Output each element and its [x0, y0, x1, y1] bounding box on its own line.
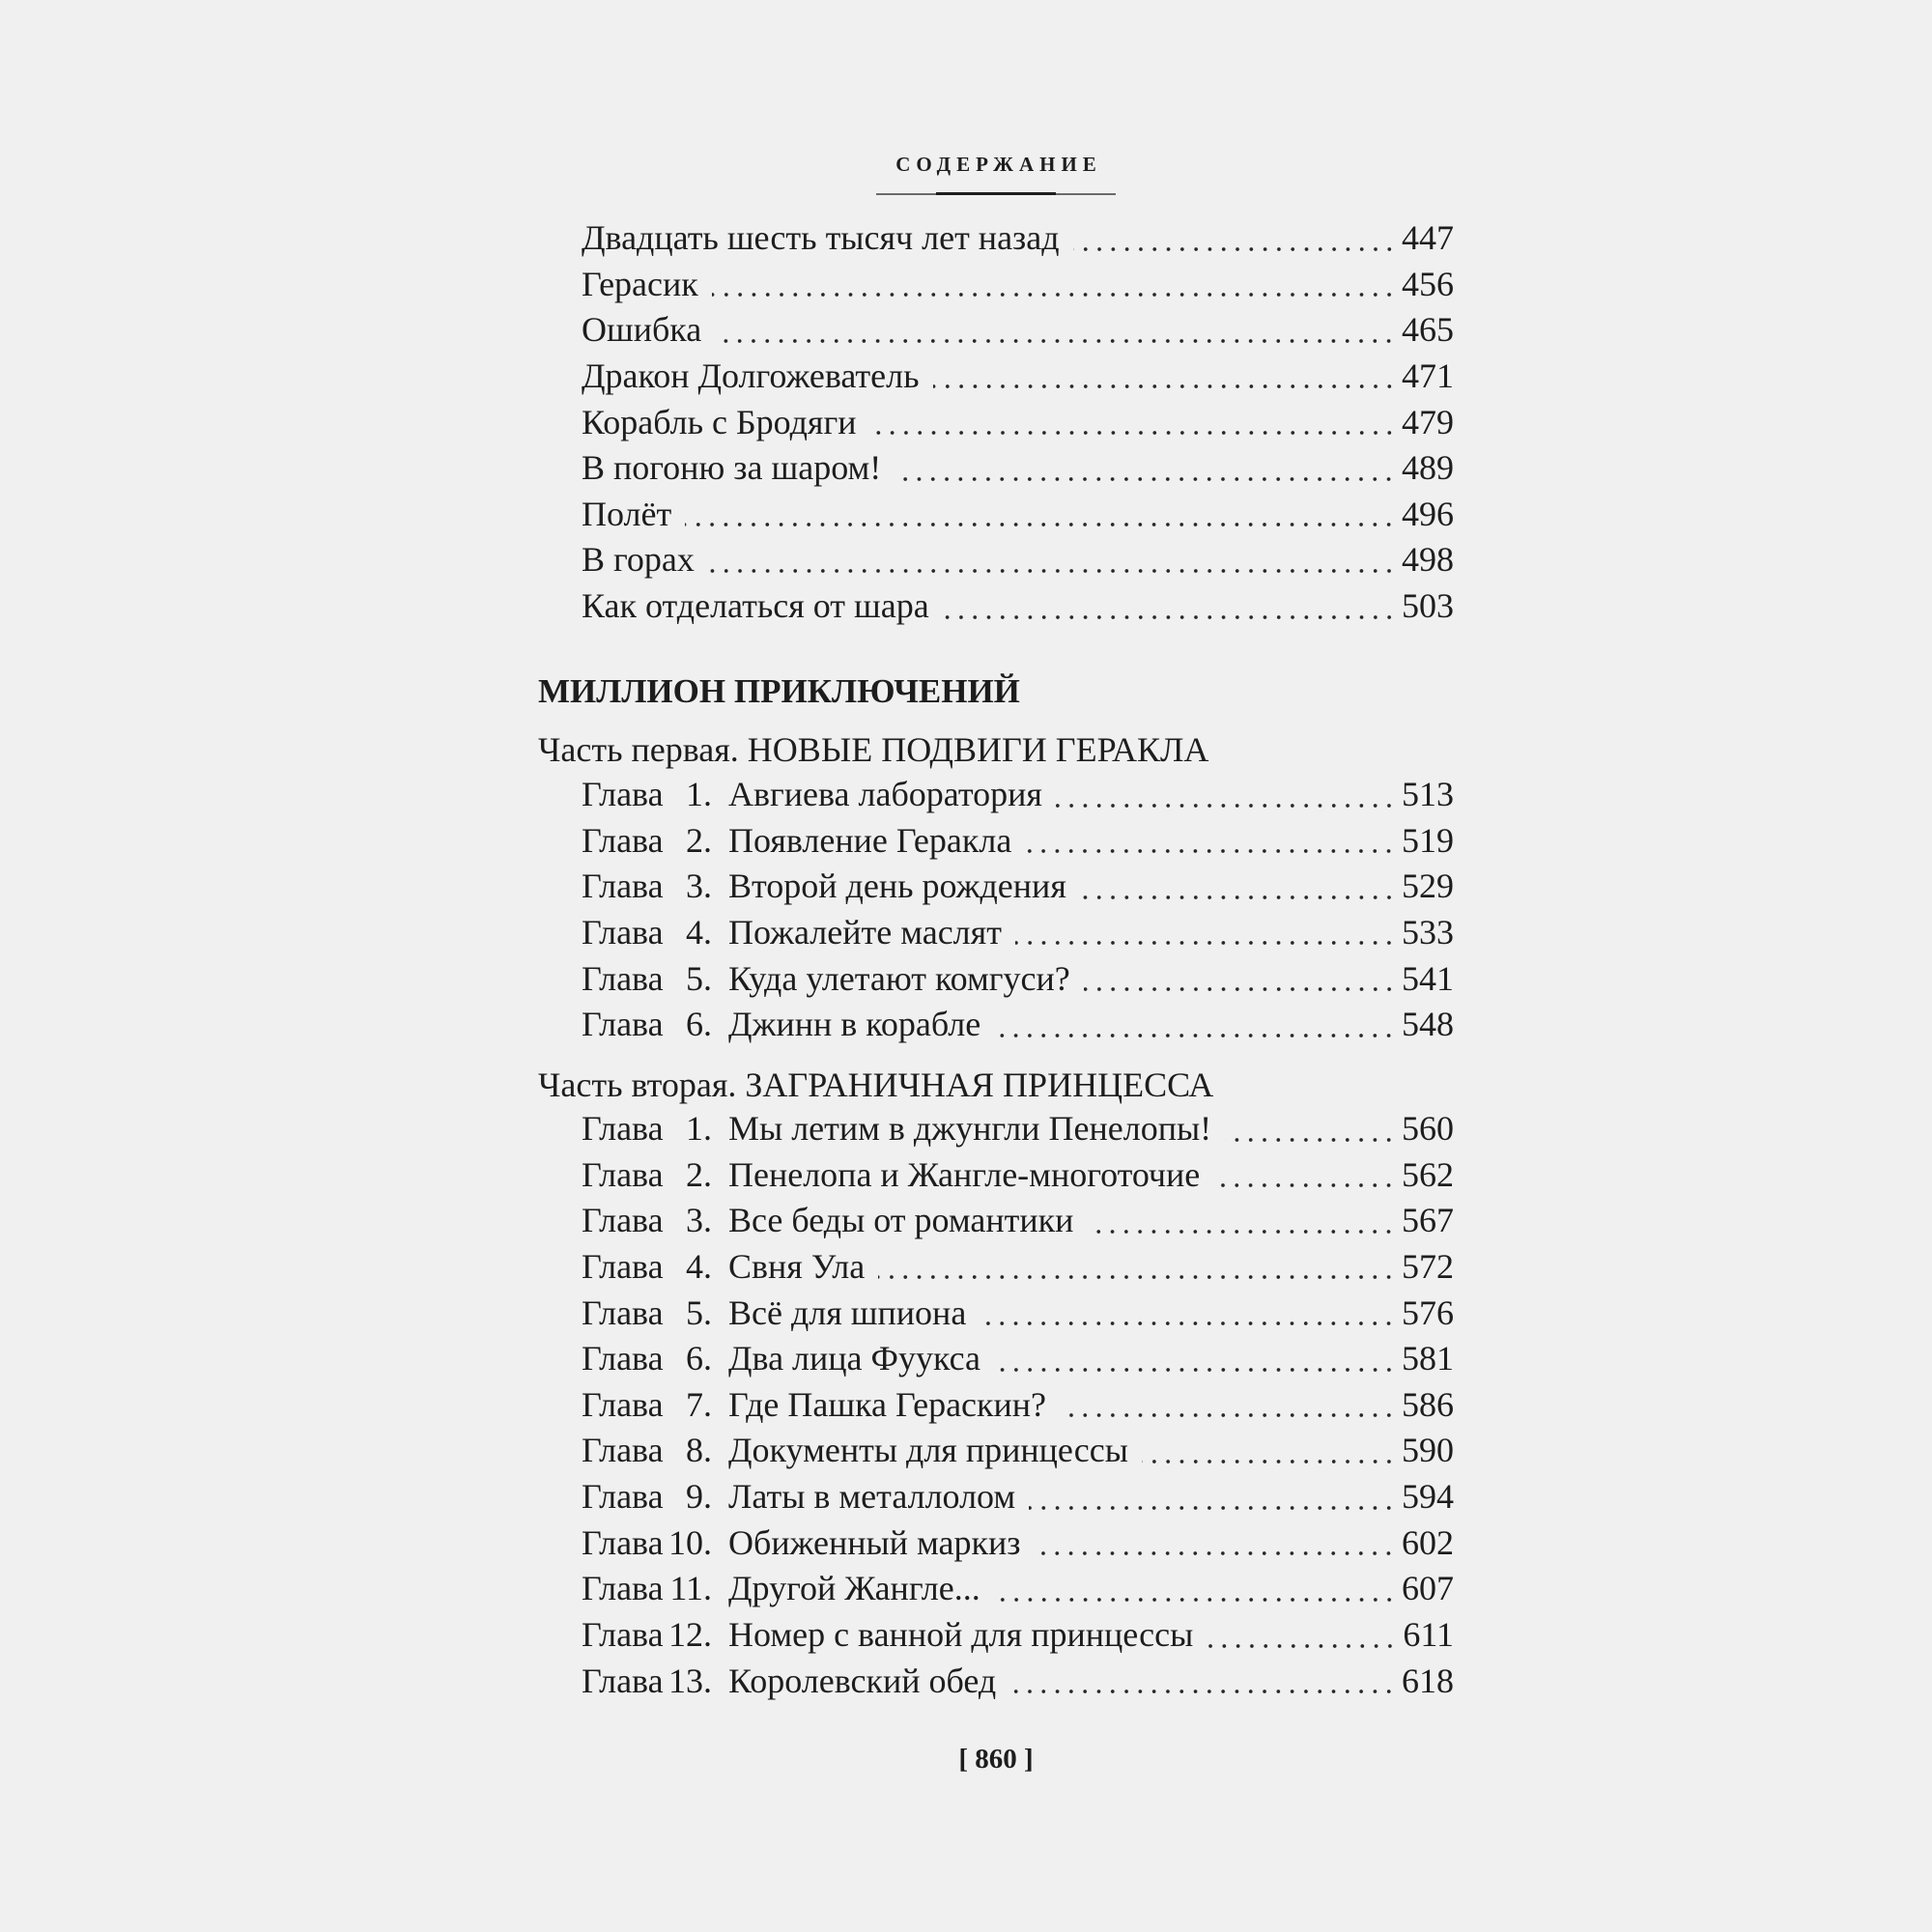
chapter-prefix: Глава — [582, 1477, 664, 1517]
chapter-prefix: Глава — [582, 1109, 664, 1148]
page-number: 560 — [1402, 1109, 1454, 1148]
chapter-title: Документы для принцессы — [728, 1431, 1128, 1470]
chapter-row — [582, 1520, 1454, 1567]
chapter-prefix: Глава — [582, 1569, 664, 1608]
dot-leader — [1087, 1198, 1396, 1244]
chapter-number: 13. — [668, 1661, 712, 1700]
chapter-number: 1. — [686, 775, 712, 813]
toc-entry — [582, 354, 1454, 400]
dot-leader — [1207, 1612, 1397, 1659]
chapter-title: Свня Ула — [728, 1246, 866, 1286]
dot-leader — [715, 307, 1396, 354]
chapter-prefix: Глава — [582, 912, 664, 952]
chapter-title: Все беды от романтики — [728, 1201, 1074, 1240]
chapter-prefix: Глава — [582, 1384, 664, 1424]
chapter-list — [582, 772, 1454, 1048]
chapter-title: Появление Геракла — [728, 820, 1012, 860]
chapter-number: 2. — [686, 820, 712, 860]
dot-leader — [1080, 864, 1396, 910]
dot-leader — [933, 354, 1396, 400]
chapter-title: Второй день рождения — [728, 867, 1066, 906]
chapter-number: 2. — [686, 1154, 712, 1194]
chapter-label — [582, 1612, 728, 1659]
chapter-number: 4. — [686, 912, 712, 952]
part-heading: Часть вторая. ЗАГРАНИЧНАЯ ПРИНЦЕССА — [538, 1065, 1214, 1104]
toc-entry — [582, 537, 1454, 583]
chapter-label — [582, 1566, 728, 1612]
page-number: 541 — [1402, 958, 1454, 998]
page-number: 567 — [1402, 1201, 1454, 1240]
dot-leader — [685, 492, 1396, 538]
dot-leader — [1213, 1152, 1396, 1199]
chapter-number: 1. — [686, 1109, 712, 1148]
chapter-prefix: Глава — [582, 1661, 664, 1700]
dot-leader — [1056, 772, 1396, 818]
chapter-row — [582, 1002, 1454, 1048]
page-number: 489 — [1402, 448, 1454, 488]
dot-leader — [1084, 956, 1396, 1003]
page-number: 447 — [1402, 218, 1454, 257]
chapter-row — [582, 1566, 1454, 1612]
running-head: СОДЕРЖАНИЕ — [895, 153, 1102, 176]
dot-leader — [994, 1566, 1396, 1612]
chapter-number: 3. — [686, 867, 712, 906]
book-title: МИЛЛИОН ПРИКЛЮЧЕНИЙ — [538, 672, 1020, 710]
page-number: 533 — [1402, 912, 1454, 952]
page-number: 576 — [1402, 1293, 1454, 1332]
entry-title: Герасик — [582, 264, 698, 303]
chapter-label — [582, 864, 728, 910]
chapter-number: 6. — [686, 1339, 712, 1378]
entry-title: В погоню за шаром! — [582, 448, 882, 488]
page-number: 594 — [1402, 1477, 1454, 1517]
chapter-row — [582, 1474, 1454, 1520]
dot-leader — [994, 1336, 1396, 1382]
dot-leader — [1015, 910, 1396, 956]
chapter-prefix: Глава — [582, 1293, 664, 1332]
chapter-row — [582, 1336, 1454, 1382]
page-number: 572 — [1402, 1246, 1454, 1286]
chapter-prefix: Глава — [582, 958, 664, 998]
page-number: 602 — [1402, 1522, 1454, 1562]
chapter-number: 10. — [668, 1522, 712, 1562]
chapter-number: 7. — [686, 1384, 712, 1424]
toc-entry — [582, 400, 1454, 446]
chapter-title: Номер с ванной для принцессы — [728, 1615, 1194, 1655]
dot-leader — [1060, 1382, 1396, 1429]
chapter-number: 5. — [686, 1293, 712, 1332]
page-number: 562 — [1402, 1154, 1454, 1194]
page-number: 618 — [1402, 1661, 1454, 1700]
chapter-label — [582, 818, 728, 865]
page-number: 581 — [1402, 1339, 1454, 1378]
chapter-number: 9. — [686, 1477, 712, 1517]
toc-entry — [582, 583, 1454, 630]
chapter-row — [582, 772, 1454, 818]
part-heading: Часть первая. НОВЫЕ ПОДВИГИ ГЕРАКЛА — [538, 730, 1209, 769]
chapter-label — [582, 956, 728, 1003]
page-number: 496 — [1402, 494, 1454, 533]
chapter-label — [582, 1382, 728, 1429]
chapter-number: 6. — [686, 1005, 712, 1044]
chapter-prefix: Глава — [582, 867, 664, 906]
chapter-row — [582, 1659, 1454, 1705]
chapter-prefix: Глава — [582, 1339, 664, 1378]
chapter-row — [582, 1291, 1454, 1337]
folio-page-number: [ 860 ] — [958, 1744, 1034, 1775]
page-number: 586 — [1402, 1384, 1454, 1424]
chapter-label — [582, 1659, 728, 1705]
chapter-label — [582, 1106, 728, 1152]
chapter-title: Пенелопа и Жангле-многоточие — [728, 1154, 1201, 1194]
chapter-label — [582, 772, 728, 818]
chapter-label — [582, 1474, 728, 1520]
dot-leader — [980, 1291, 1396, 1337]
chapter-title: Пожалейте маслят — [728, 912, 1002, 952]
page-number: 519 — [1402, 820, 1454, 860]
chapter-number: 4. — [686, 1246, 712, 1286]
chapter-number: 12. — [668, 1615, 712, 1655]
chapter-label — [582, 910, 728, 956]
chapter-row — [582, 956, 1454, 1003]
chapter-row — [582, 910, 1454, 956]
entry-title: Как отделаться от шара — [582, 586, 929, 626]
chapter-title: Мы летим в джунгли Пенелопы! — [728, 1109, 1212, 1148]
page-number: 456 — [1402, 264, 1454, 303]
toc-entry — [582, 262, 1454, 308]
toc-entry — [582, 492, 1454, 538]
chapter-list — [582, 1106, 1454, 1704]
toc-entry — [582, 445, 1454, 492]
chapter-row — [582, 864, 1454, 910]
toc-list — [582, 215, 1454, 630]
dot-leader — [878, 1244, 1396, 1291]
dot-leader — [1073, 215, 1396, 262]
chapter-label — [582, 1520, 728, 1567]
entry-title: Дракон Долгожеватель — [582, 355, 920, 395]
page-number: 548 — [1402, 1005, 1454, 1044]
chapter-title: Обиженный маркиз — [728, 1522, 1021, 1562]
chapter-title: Латы в металлолом — [728, 1477, 1016, 1517]
dot-leader — [712, 262, 1396, 308]
dot-leader — [1009, 1659, 1396, 1705]
chapter-row — [582, 1244, 1454, 1291]
chapter-row — [582, 1428, 1454, 1474]
chapter-row — [582, 1152, 1454, 1199]
page-number: 529 — [1402, 867, 1454, 906]
dot-leader — [895, 445, 1396, 492]
chapter-prefix: Глава — [582, 1522, 664, 1562]
chapter-title: Всё для шпиона — [728, 1293, 967, 1332]
chapter-title: Авгиева лаборатория — [728, 775, 1042, 813]
toc-entry — [582, 307, 1454, 354]
chapter-label — [582, 1002, 728, 1048]
page-number: 590 — [1402, 1431, 1454, 1470]
entry-title: Корабль с Бродяги — [582, 402, 857, 441]
chapter-number: 11. — [669, 1569, 712, 1608]
chapter-row — [582, 1106, 1454, 1152]
chapter-prefix: Глава — [582, 1154, 664, 1194]
entry-title: Полёт — [582, 494, 672, 533]
chapter-prefix: Глава — [582, 775, 664, 813]
chapter-row — [582, 1612, 1454, 1659]
dot-leader — [708, 537, 1396, 583]
page-number: 465 — [1402, 310, 1454, 350]
chapter-label — [582, 1198, 728, 1244]
chapter-title: Два лица Фуукса — [728, 1339, 980, 1378]
chapter-row — [582, 1382, 1454, 1429]
chapter-label — [582, 1428, 728, 1474]
chapter-prefix: Глава — [582, 1201, 664, 1240]
chapter-title: Куда улетают комгуси? — [728, 958, 1070, 998]
chapter-number: 3. — [686, 1201, 712, 1240]
dot-leader — [870, 400, 1396, 446]
chapter-label — [582, 1336, 728, 1382]
entry-title: Ошибка — [582, 310, 702, 350]
chapter-label — [582, 1291, 728, 1337]
dot-leader — [1142, 1428, 1396, 1474]
page-number: 611 — [1403, 1615, 1454, 1655]
dot-leader — [1029, 1474, 1396, 1520]
entry-title: Двадцать шесть тысяч лет назад — [582, 218, 1060, 257]
toc-entry — [582, 215, 1454, 262]
chapter-prefix: Глава — [582, 1005, 664, 1044]
page-number: 503 — [1402, 586, 1454, 626]
chapter-label — [582, 1244, 728, 1291]
chapter-prefix: Глава — [582, 1615, 664, 1655]
page-number: 607 — [1402, 1569, 1454, 1608]
page-number: 471 — [1402, 355, 1454, 395]
chapter-title: Где Пашка Гераскин? — [728, 1384, 1047, 1424]
dot-leader — [994, 1002, 1396, 1048]
entry-title: В горах — [582, 540, 695, 580]
header-rule-accent — [936, 192, 1056, 195]
chapter-title: Королевский обед — [728, 1661, 997, 1700]
chapter-number: 8. — [686, 1431, 712, 1470]
page-number: 479 — [1402, 402, 1454, 441]
chapter-row — [582, 1198, 1454, 1244]
dot-leader — [1025, 818, 1396, 865]
chapter-prefix: Глава — [582, 1431, 664, 1470]
chapter-label — [582, 1152, 728, 1199]
chapter-title: Другой Жангле... — [728, 1569, 980, 1608]
chapter-number: 5. — [686, 958, 712, 998]
dot-leader — [943, 583, 1396, 630]
page-number: 498 — [1402, 540, 1454, 580]
page-number: 513 — [1402, 775, 1454, 813]
chapter-prefix: Глава — [582, 1246, 664, 1286]
dot-leader — [1225, 1106, 1396, 1152]
chapter-title: Джинн в корабле — [728, 1005, 981, 1044]
chapter-prefix: Глава — [582, 820, 664, 860]
chapter-row — [582, 818, 1454, 865]
dot-leader — [1034, 1520, 1396, 1567]
